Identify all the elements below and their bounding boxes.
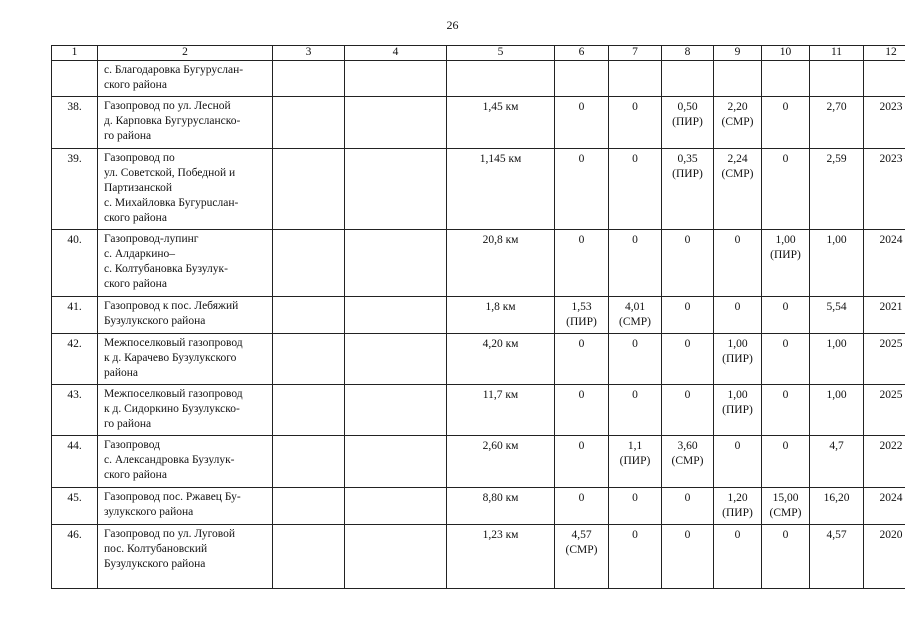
cell-col-10: [762, 61, 810, 97]
cell-col-6: [555, 488, 609, 525]
cell-col-11: [810, 297, 864, 334]
cell-value: 0: [632, 101, 638, 113]
object-name-line: Газопровод: [104, 439, 160, 451]
object-name-line: го района: [104, 418, 152, 430]
object-name: [98, 297, 273, 334]
cell-col-11: [810, 488, 864, 525]
cell-col-10: [762, 297, 810, 334]
object-name-line: Газопровод к пос. Лебяжий: [104, 300, 239, 312]
object-name-line: Партизанской: [104, 182, 173, 194]
cell-value: (ПИР): [722, 507, 753, 519]
object-name: [98, 436, 273, 488]
cell-col-5: [447, 61, 555, 97]
cell-value: 15,00: [772, 492, 799, 504]
cell-value: 0: [684, 234, 691, 246]
cell-value: 2020: [879, 529, 903, 541]
cell-col-12: [864, 334, 905, 385]
cell-col-3: [273, 149, 345, 230]
cell-value: 1,45 км: [482, 101, 519, 113]
cell-col-12: [864, 149, 905, 230]
cell-value: 1,00: [826, 389, 847, 401]
cell-value: 0: [632, 529, 638, 541]
cell-value: 0: [782, 440, 789, 452]
cell-value: 20,8 км: [482, 234, 519, 246]
table-row: [52, 61, 905, 97]
row-number: 42.: [52, 334, 98, 385]
table-row: [52, 525, 905, 589]
cell-value: 2022: [879, 440, 903, 452]
cell-col-6: [555, 436, 609, 488]
table-row: [52, 488, 905, 525]
column-header-1: 1: [52, 46, 98, 61]
cell-value: 4,7: [829, 440, 844, 452]
cell-col-12: [864, 297, 905, 334]
object-name-line: Газопровод-лупинг: [104, 233, 199, 245]
column-header-3: 3: [273, 46, 345, 61]
cell-col-4: [345, 525, 447, 589]
cell-value: 1,8 км: [485, 301, 516, 313]
object-name-line: Межпоселковый газопровод: [104, 337, 243, 349]
cell-value: 0: [684, 492, 691, 504]
table-row: [52, 297, 905, 334]
cell-value: (ПИР): [619, 455, 651, 467]
column-header-5: 5: [447, 46, 555, 61]
cell-value: (СМР): [671, 455, 704, 467]
table-row: [52, 436, 905, 488]
cell-col-4: [345, 488, 447, 525]
cell-col-11: [810, 385, 864, 436]
cell-value: 2,60 км: [482, 440, 519, 452]
object-name-line: ского района: [104, 212, 167, 224]
cell-col-9: [714, 488, 762, 525]
cell-col-7: [609, 230, 662, 297]
cell-value: 2,20: [727, 101, 748, 113]
object-name-line: Межпоселковый газопровод: [104, 388, 243, 400]
cell-col-8: [662, 334, 714, 385]
cell-col-6: [555, 149, 609, 230]
object-name: [98, 525, 273, 589]
table-row: [52, 149, 905, 230]
cell-value: (СМР): [721, 116, 754, 128]
cell-value: 11,7 км: [482, 389, 519, 401]
cell-col-9: [714, 385, 762, 436]
cell-col-12: [864, 97, 905, 149]
row-number: 41.: [52, 297, 98, 334]
cell-value: (ПИР): [672, 168, 703, 180]
object-name: [98, 61, 273, 97]
object-name-line: зулукского района: [104, 506, 194, 518]
row-number: [52, 61, 98, 97]
object-name-line: с. Александровка Бузулук-: [104, 454, 235, 466]
cell-value: (СМР): [619, 316, 651, 328]
cell-col-6: [555, 297, 609, 334]
cell-value: 1,00: [727, 389, 748, 401]
cell-value: 1,1: [627, 440, 643, 452]
cell-value: (СМР): [769, 507, 802, 519]
cell-col-4: [345, 436, 447, 488]
cell-value: 0: [684, 389, 691, 401]
object-name-line: Газопровод по: [104, 152, 175, 164]
cell-value: 0: [684, 529, 691, 541]
cell-value: 2025: [879, 389, 903, 401]
cell-col-8: [662, 525, 714, 589]
cell-col-8: [662, 436, 714, 488]
cell-value: 0: [782, 389, 789, 401]
row-number: 43.: [52, 385, 98, 436]
cell-col-4: [345, 334, 447, 385]
cell-value: 1,53: [571, 301, 592, 313]
cell-value: (ПИР): [566, 316, 597, 328]
cell-col-12: [864, 61, 905, 97]
cell-value: 0: [632, 492, 638, 504]
cell-col-6: [555, 61, 609, 97]
cell-value: 2,59: [826, 153, 847, 165]
cell-col-8: [662, 488, 714, 525]
cell-col-10: [762, 334, 810, 385]
cell-col-11: [810, 230, 864, 297]
object-name-line: ского района: [104, 278, 167, 290]
column-header-6: 6: [555, 46, 609, 61]
cell-col-10: [762, 385, 810, 436]
cell-col-3: [273, 297, 345, 334]
cell-col-9: [714, 61, 762, 97]
row-number: 44.: [52, 436, 98, 488]
cell-col-11: [810, 61, 864, 97]
object-name-line: ул. Советской, Победной и: [104, 167, 236, 179]
cell-value: 0: [782, 529, 789, 541]
cell-value: 0: [632, 153, 638, 165]
cell-col-4: [345, 297, 447, 334]
cell-value: 0: [578, 440, 585, 452]
cell-col-11: [810, 149, 864, 230]
object-name-line: Газопровод по ул. Лесной: [104, 100, 231, 112]
cell-col-9: [714, 436, 762, 488]
cell-col-3: [273, 488, 345, 525]
table-row: [52, 97, 905, 149]
cell-col-6: [555, 385, 609, 436]
cell-value: 4,57: [826, 529, 847, 541]
cell-col-10: [762, 230, 810, 297]
object-name: [98, 488, 273, 525]
column-header-9: 9: [714, 46, 762, 61]
cell-value: 0: [782, 153, 789, 165]
row-number: 40.: [52, 230, 98, 297]
cell-value: 0: [734, 234, 741, 246]
row-number: 45.: [52, 488, 98, 525]
object-name-line: с. Алдаркино–: [104, 248, 175, 260]
cell-value: (ПИР): [770, 249, 801, 261]
cell-col-7: [609, 488, 662, 525]
cell-value: (СМР): [721, 168, 754, 180]
column-header-10: 10: [762, 46, 810, 61]
cell-col-7: [609, 334, 662, 385]
cell-value: 4,57: [571, 529, 592, 541]
cell-value: 2023: [879, 101, 903, 113]
cell-col-9: [714, 525, 762, 589]
object-name-line: д. Карповка Бугурусланско-: [104, 115, 241, 127]
cell-col-6: [555, 334, 609, 385]
table-row: [52, 385, 905, 436]
object-name: [98, 97, 273, 149]
cell-col-8: [662, 297, 714, 334]
cell-value: 1,00: [775, 234, 796, 246]
object-name-line: с. Благодаровка Бугуруслан-: [104, 64, 244, 76]
cell-value: 4,01: [624, 301, 646, 313]
cell-value: 0: [782, 301, 789, 313]
cell-col-3: [273, 385, 345, 436]
object-name-line: к д. Карачево Бузулукского: [104, 352, 237, 364]
cell-value: 0: [782, 338, 789, 350]
cell-col-11: [810, 525, 864, 589]
gas-pipeline-table: [51, 45, 905, 589]
cell-col-11: [810, 436, 864, 488]
cell-value: 0: [734, 440, 741, 452]
cell-value: 3,60: [677, 440, 698, 452]
cell-col-8: [662, 230, 714, 297]
column-header-7: 7: [609, 46, 662, 61]
object-name-line: с. Михайловка Бугурuслан-: [104, 197, 239, 209]
cell-value: 0: [578, 153, 585, 165]
cell-value: 0: [632, 234, 638, 246]
cell-col-4: [345, 385, 447, 436]
cell-value: 1,145 км: [479, 153, 522, 165]
object-name-line: района: [104, 367, 139, 379]
object-name: [98, 334, 273, 385]
cell-value: 1,23 км: [482, 529, 519, 541]
cell-value: 0: [578, 234, 585, 246]
cell-value: (ПИР): [672, 116, 703, 128]
cell-value: 0: [684, 301, 691, 313]
cell-value: 2,24: [727, 153, 748, 165]
cell-value: 2024: [879, 234, 903, 246]
cell-col-4: [345, 97, 447, 149]
cell-col-4: [345, 149, 447, 230]
cell-col-9: [714, 334, 762, 385]
cell-value: 4,20 км: [482, 338, 519, 350]
cell-col-3: [273, 97, 345, 149]
cell-col-3: [273, 436, 345, 488]
object-name-line: ского района: [104, 79, 167, 91]
cell-col-12: [864, 488, 905, 525]
cell-col-7: [609, 149, 662, 230]
cell-value: 0: [632, 389, 638, 401]
cell-value: 8,80 км: [482, 492, 519, 504]
cell-value: 2025: [879, 338, 903, 350]
cell-value: 0: [632, 338, 638, 350]
cell-col-7: [609, 385, 662, 436]
object-name-line: к д. Сидоркино Бузулукско-: [104, 403, 240, 415]
cell-col-10: [762, 149, 810, 230]
object-name-line: Газопровод по ул. Луговой: [104, 528, 236, 540]
cell-value: 5,54: [826, 301, 847, 313]
cell-col-10: [762, 436, 810, 488]
object-name-line: Газопровод пос. Ржавец Бу-: [104, 491, 241, 503]
cell-col-12: [864, 385, 905, 436]
object-name: [98, 230, 273, 297]
cell-col-10: [762, 97, 810, 149]
cell-value: 0: [578, 101, 585, 113]
cell-col-9: [714, 97, 762, 149]
cell-col-4: [345, 230, 447, 297]
cell-value: (СМР): [565, 544, 598, 556]
cell-value: 0: [578, 492, 585, 504]
cell-value: 0: [734, 529, 741, 541]
cell-col-7: [609, 297, 662, 334]
cell-value: 1,00: [727, 338, 748, 350]
cell-col-5: [447, 149, 555, 230]
cell-col-6: [555, 525, 609, 589]
column-header-8: 8: [662, 46, 714, 61]
cell-value: 1,00: [826, 338, 847, 350]
cell-col-5: [447, 230, 555, 297]
cell-col-6: [555, 97, 609, 149]
cell-value: 2024: [879, 492, 903, 504]
cell-col-3: [273, 334, 345, 385]
cell-value: 0,35: [677, 153, 698, 165]
column-header-11: 11: [810, 46, 864, 61]
cell-col-5: [447, 436, 555, 488]
cell-col-12: [864, 230, 905, 297]
cell-col-9: [714, 149, 762, 230]
object-name-line: ского района: [104, 469, 167, 481]
cell-col-7: [609, 61, 662, 97]
cell-col-8: [662, 61, 714, 97]
object-name: [98, 149, 273, 230]
column-header-12: 12: [864, 46, 905, 61]
cell-col-12: [864, 525, 905, 589]
header-row: [52, 46, 905, 61]
table-row: [52, 334, 905, 385]
table-row: [52, 230, 905, 297]
cell-col-10: [762, 488, 810, 525]
object-name-line: с. Колтубановка Бузулук-: [104, 263, 228, 275]
cell-col-8: [662, 149, 714, 230]
cell-col-8: [662, 97, 714, 149]
cell-col-11: [810, 97, 864, 149]
cell-col-5: [447, 488, 555, 525]
object-name: [98, 385, 273, 436]
cell-col-5: [447, 385, 555, 436]
cell-col-12: [864, 436, 905, 488]
cell-value: 2,70: [826, 101, 847, 113]
cell-value: 0: [578, 338, 585, 350]
cell-col-10: [762, 525, 810, 589]
cell-value: 1,20: [727, 492, 748, 504]
row-number: 38.: [52, 97, 98, 149]
cell-col-5: [447, 525, 555, 589]
cell-value: (ПИР): [722, 404, 753, 416]
cell-col-3: [273, 230, 345, 297]
object-name-line: пос. Колтубановский: [104, 543, 208, 555]
cell-col-7: [609, 436, 662, 488]
cell-value: 0: [684, 338, 691, 350]
row-number: 46.: [52, 525, 98, 589]
row-number: 39.: [52, 149, 98, 230]
page-number: 26: [446, 18, 459, 32]
cell-col-9: [714, 230, 762, 297]
cell-col-11: [810, 334, 864, 385]
cell-col-6: [555, 230, 609, 297]
table-body: [52, 61, 905, 589]
column-header-2: 2: [98, 46, 273, 61]
cell-col-7: [609, 525, 662, 589]
column-header-4: 4: [345, 46, 447, 61]
object-name-line: Бузулукского района: [104, 558, 206, 570]
cell-col-7: [609, 97, 662, 149]
cell-col-3: [273, 61, 345, 97]
object-name-line: го района: [104, 130, 152, 142]
cell-col-5: [447, 97, 555, 149]
cell-value: 2021: [879, 301, 903, 313]
cell-col-9: [714, 297, 762, 334]
cell-col-5: [447, 334, 555, 385]
cell-value: 1,00: [826, 234, 847, 246]
cell-value: 0,50: [677, 101, 698, 113]
cell-col-5: [447, 297, 555, 334]
cell-value: 0: [578, 389, 585, 401]
cell-value: (ПИР): [722, 353, 753, 365]
cell-value: 0: [734, 301, 741, 313]
object-name-line: Бузулукского района: [104, 315, 206, 327]
cell-value: 16,20: [823, 492, 850, 504]
cell-col-3: [273, 525, 345, 589]
cell-value: 2023: [879, 153, 903, 165]
cell-value: 0: [782, 101, 789, 113]
cell-col-4: [345, 61, 447, 97]
cell-col-8: [662, 385, 714, 436]
